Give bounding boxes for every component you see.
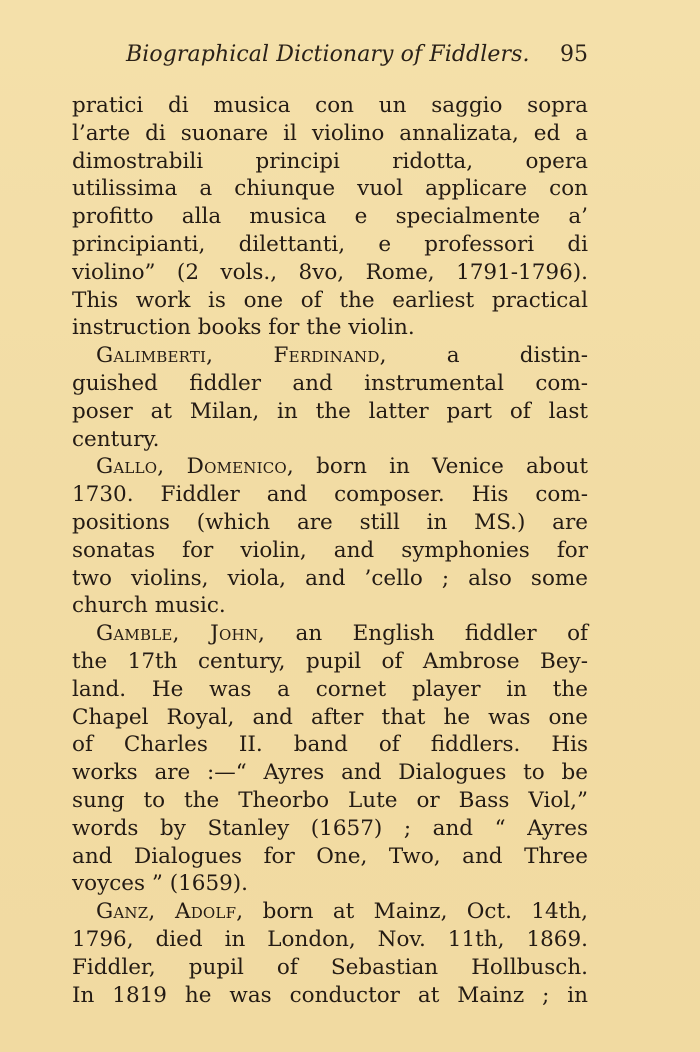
- text-line: utilissima a chiunque vuol applicare con: [72, 176, 588, 202]
- entry-first-line-text: born at Mainz, Oct. 14th,: [262, 899, 588, 925]
- text-line: Chapel Royal, and after that he was one: [72, 704, 588, 730]
- text-line: principianti, dilettanti, e professori di: [72, 231, 588, 257]
- entry-first-line-text: an English fiddler of: [295, 621, 588, 647]
- body-text: [72, 92, 588, 1009]
- text-line: two violins, viola, and ’cello ; also some: [72, 565, 588, 591]
- entry-ganz: [72, 898, 588, 1009]
- entry-first-line-text: born in Venice about: [316, 454, 588, 480]
- text-line: and Dialogues for One, Two, and Three: [72, 843, 588, 869]
- page-number: 95: [560, 42, 588, 67]
- entry-gallo: [72, 453, 588, 620]
- entry-first-line: [72, 898, 588, 926]
- text-line: words by Stanley (1657) ; and “ Ayres: [72, 815, 588, 841]
- text-line: sonatas for violin, and symphonies for: [72, 537, 588, 563]
- text-line: voyces ” (1659).: [72, 871, 249, 897]
- entry-name: Ganz, Adolf,: [96, 899, 244, 925]
- text-line: profitto alla musica e specialmente a’: [72, 204, 588, 230]
- entry-first-line-text: a distin-: [446, 343, 588, 369]
- text-line: century.: [72, 426, 160, 452]
- entry-galimberti: [72, 342, 588, 453]
- text-line: l’arte di suonare il violino annalizata, ed a: [72, 120, 588, 146]
- entry-name: Gamble, John,: [96, 621, 266, 647]
- page-header: [72, 42, 588, 76]
- text-line: Fiddler, pupil of Sebastian Hollbusch.: [72, 954, 588, 980]
- text-line: poser at Milan, in the latter part of last: [72, 398, 588, 424]
- text-line: church music.: [72, 593, 226, 619]
- text-line: sung to the Theorbo Lute or Bass Viol,”: [72, 787, 588, 813]
- text-line: In 1819 he was conductor at Mainz ; in: [72, 982, 588, 1008]
- entry-first-line: [72, 453, 588, 481]
- text-line: This work is one of the earliest practical: [72, 287, 588, 313]
- entry-gamble: [72, 620, 588, 898]
- text-line: 1796, died in London, Nov. 11th, 1869.: [72, 926, 588, 952]
- text-line: land. He was a cornet player in the: [72, 676, 588, 702]
- text-line: guished fiddler and instrumental com-: [72, 370, 588, 396]
- entry-first-line: [72, 342, 588, 370]
- paragraph-continuation: [72, 92, 588, 342]
- text-line: of Charles II. band of fiddlers. His: [72, 732, 588, 758]
- text-line: violino” (2 vols., 8vo, Rome, 1791-1796).: [72, 259, 588, 285]
- text-line: the 17th century, pupil of Ambrose Bey-: [72, 648, 588, 674]
- text-line: instruction books for the violin.: [72, 315, 415, 341]
- text-line: pratici di musica con un saggio sopra: [72, 93, 588, 118]
- text-line: 1730. Fiddler and composer. His com-: [72, 482, 588, 508]
- text-line: positions (which are still in MS.) are: [72, 509, 588, 535]
- running-title: Biographical Dictionary of Fiddlers.: [126, 42, 530, 67]
- text-line: dimostrabili principi ridotta, opera: [72, 148, 588, 174]
- entry-first-line: [72, 620, 588, 648]
- entry-name: Gallo, Domenico,: [96, 454, 294, 480]
- text-line: works are :—“ Ayres and Dialogues to be: [72, 760, 588, 786]
- entry-name: Galimberti, Ferdinand,: [96, 343, 387, 369]
